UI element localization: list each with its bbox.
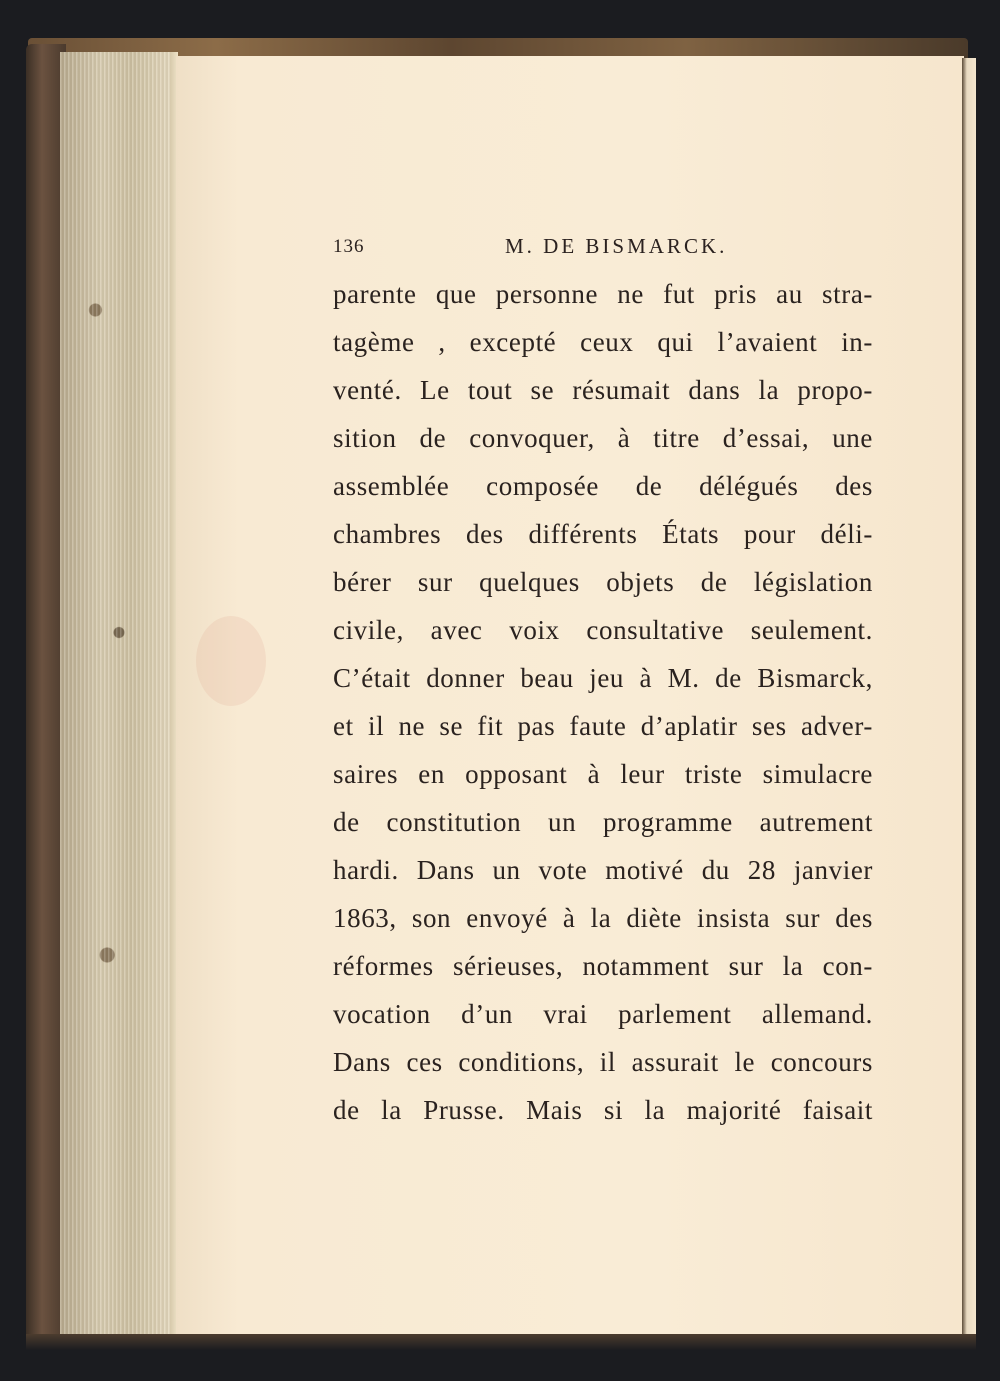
text-line: C’était donner beau jeu à M. de Bismarck,	[333, 663, 873, 693]
page-number: 136	[333, 236, 365, 257]
bottom-shadow	[26, 1334, 976, 1350]
running-head-title: M. DE BISMARCK.	[505, 234, 728, 258]
text-line: saires en opposant à leur triste simulacre	[333, 759, 873, 789]
foxing-stain	[196, 616, 266, 706]
text-line: et il ne se fit pas faute d’aplatir ses adver-	[333, 711, 873, 741]
facing-page-edge	[962, 58, 976, 1336]
text-line: réformes sérieuses, notamment sur la con-	[333, 951, 873, 981]
text-line: de la Prusse. Mais si la majorité faisait	[333, 1095, 873, 1125]
text-line: vocation d’un vrai parlement allemand.	[333, 999, 873, 1029]
running-head	[333, 230, 873, 266]
text-line: hardi. Dans un vote motivé du 28 janvier	[333, 855, 873, 885]
text-line: 1863, son envoyé à la diète insista sur des	[333, 903, 873, 933]
text-line: tagème , excepté ceux qui l’avaient in-	[333, 327, 873, 357]
text-line: chambres des différents États pour déli-	[333, 519, 873, 549]
text-line: sition de convoquer, à titre d’essai, une	[333, 423, 873, 453]
text-line: bérer sur quelques objets de législation	[333, 567, 873, 597]
page-edges-stack	[60, 52, 178, 1342]
text-line: civile, avec voix consultative seulement.	[333, 615, 873, 645]
body-text	[333, 270, 873, 1134]
text-line: Dans ces conditions, il assurait le concours	[333, 1047, 873, 1077]
text-line: venté. Le tout se résumait dans la propo-	[333, 375, 873, 405]
text-line: parente que personne ne fut pris au stra-	[333, 279, 873, 309]
text-line: assemblée composée de délégués des	[333, 471, 873, 501]
text-line: de constitution un programme autrement	[333, 807, 873, 837]
